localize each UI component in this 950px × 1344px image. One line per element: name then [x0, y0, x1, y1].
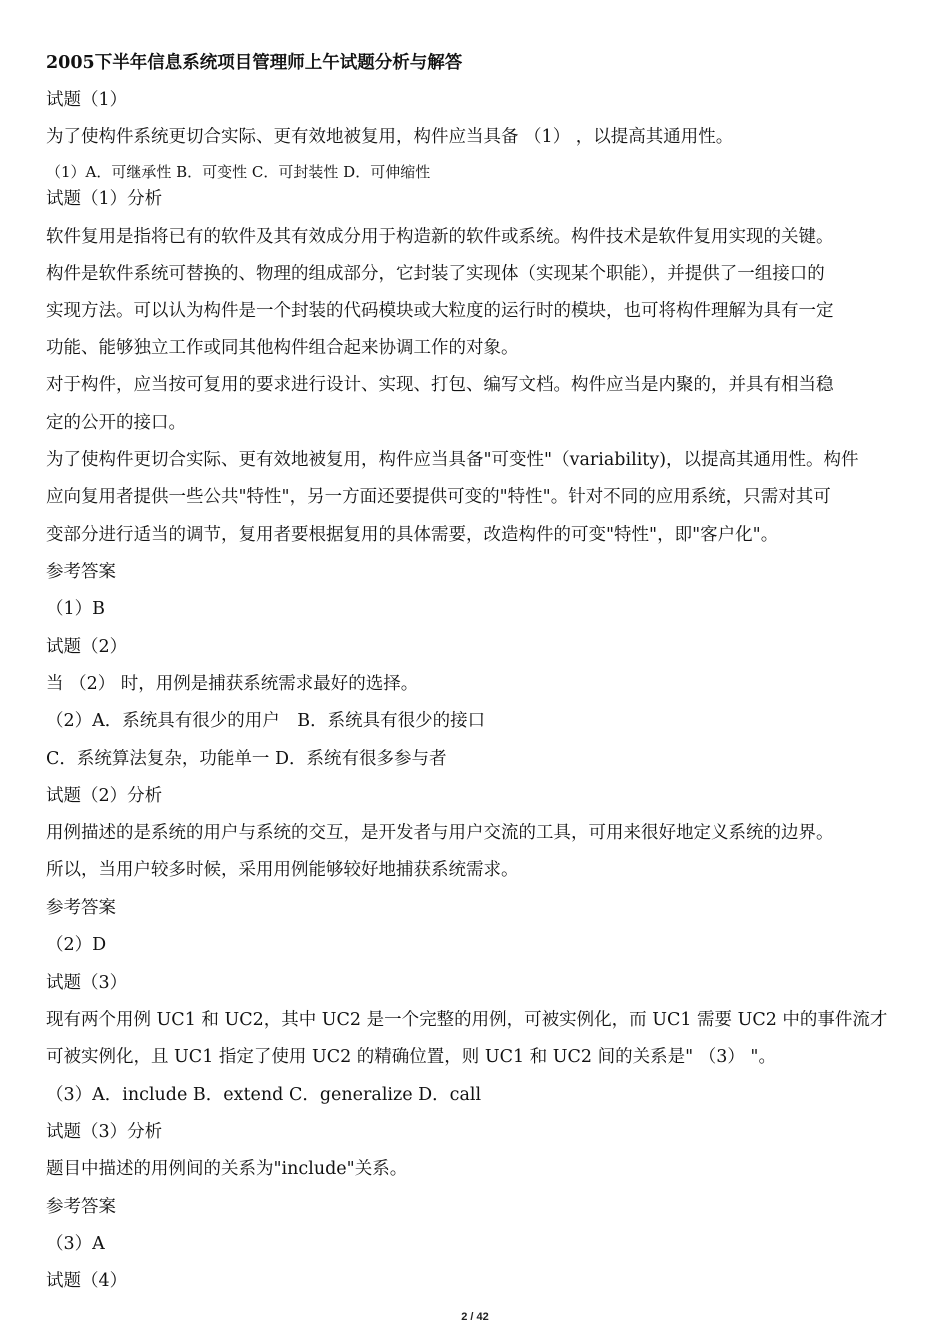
answer-heading: 参考答案 [46, 1197, 116, 1217]
question-heading: 试题（2） [46, 637, 128, 657]
answer-heading: 参考答案 [46, 562, 116, 582]
analysis-text: 所以，当用户较多时候，采用用例能够较好地捕获系统需求。 [46, 860, 519, 880]
analysis-text: 对于构件，应当按可复用的要求进行设计、实现、打包、编写文档。构件应当是内聚的，并具有相当稳 [46, 375, 834, 395]
analysis-text: 用例描述的是系统的用户与系统的交互，是开发者与用户交流的工具，可用来很好地定义系统的边界。 [46, 823, 834, 843]
question-text: 现有两个用例 UC1 和 UC2，其中 UC2 是一个完整的用例，可被实例化，而 UC1 需要 UC2 中的事件流才 [46, 1010, 888, 1030]
question-options: （1）A．可继承性 B．可变性 C．可封装性 D．可伸缩性 [46, 163, 431, 181]
question-heading: 试题（1） [46, 90, 128, 110]
analysis-text: 应向复用者提供一些公共"特性"，另一方面还要提供可变的"特性"。针对不同的应用系统，只需对其可 [46, 487, 831, 507]
answer-heading: 参考答案 [46, 898, 116, 918]
analysis-text: 软件复用是指将已有的软件及其有效成分用于构造新的软件或系统。构件技术是软件复用实现的关键。 [46, 227, 834, 247]
analysis-text: 为了使构件更切合实际、更有效地被复用，构件应当具备"可变性"（variability)，以提高其通用性。构件 [46, 450, 859, 470]
question-text: 可被实例化，且 UC1 指定了使用 UC2 的精确位置，则 UC1 和 UC2 间的关系是" （3） "。 [46, 1047, 776, 1067]
question-options: （3）A．include B．extend C．generalize D．call [46, 1085, 482, 1105]
page-number: 2 / 42 [461, 1311, 489, 1323]
document-title: 2005下半年信息系统项目管理师上午试题分析与解答 [46, 53, 463, 73]
question-text: 当 （2） 时，用例是捕获系统需求最好的选择。 [46, 674, 419, 694]
analysis-heading: 试题（3）分析 [46, 1122, 163, 1142]
question-options: C．系统算法复杂，功能单一 D．系统有很多参与者 [46, 749, 447, 769]
question-options: （2）A．系统具有很少的用户 B．系统具有很少的接口 [46, 711, 486, 731]
answer-value: （2）D [46, 935, 107, 955]
analysis-text: 题目中描述的用例间的关系为"include"关系。 [46, 1159, 408, 1179]
analysis-text: 构件是软件系统可替换的、物理的组成部分，它封装了实现体（实现某个职能），并提供了一组接口的 [46, 264, 825, 284]
analysis-text: 实现方法。可以认为构件是一个封装的代码模块或大粒度的运行时的模块，也可将构件理解为具有一定 [46, 301, 834, 321]
question-text: 为了使构件系统更切合实际、更有效地被复用，构件应当具备 （1） ，以提高其通用性。 [46, 127, 734, 147]
analysis-text: 定的公开的接口。 [46, 413, 186, 433]
analysis-heading: 试题（2）分析 [46, 786, 163, 806]
analysis-heading: 试题（1）分析 [46, 189, 163, 209]
answer-value: （3）A [46, 1234, 105, 1254]
analysis-text: 功能、能够独立工作或同其他构件组合起来协调工作的对象。 [46, 338, 519, 358]
question-heading: 试题（4） [46, 1271, 128, 1291]
answer-value: （1）B [46, 599, 105, 619]
analysis-text: 变部分进行适当的调节，复用者要根据复用的具体需要，改造构件的可变"特性"，即"客户化"。 [46, 525, 779, 545]
question-heading: 试题（3） [46, 973, 128, 993]
